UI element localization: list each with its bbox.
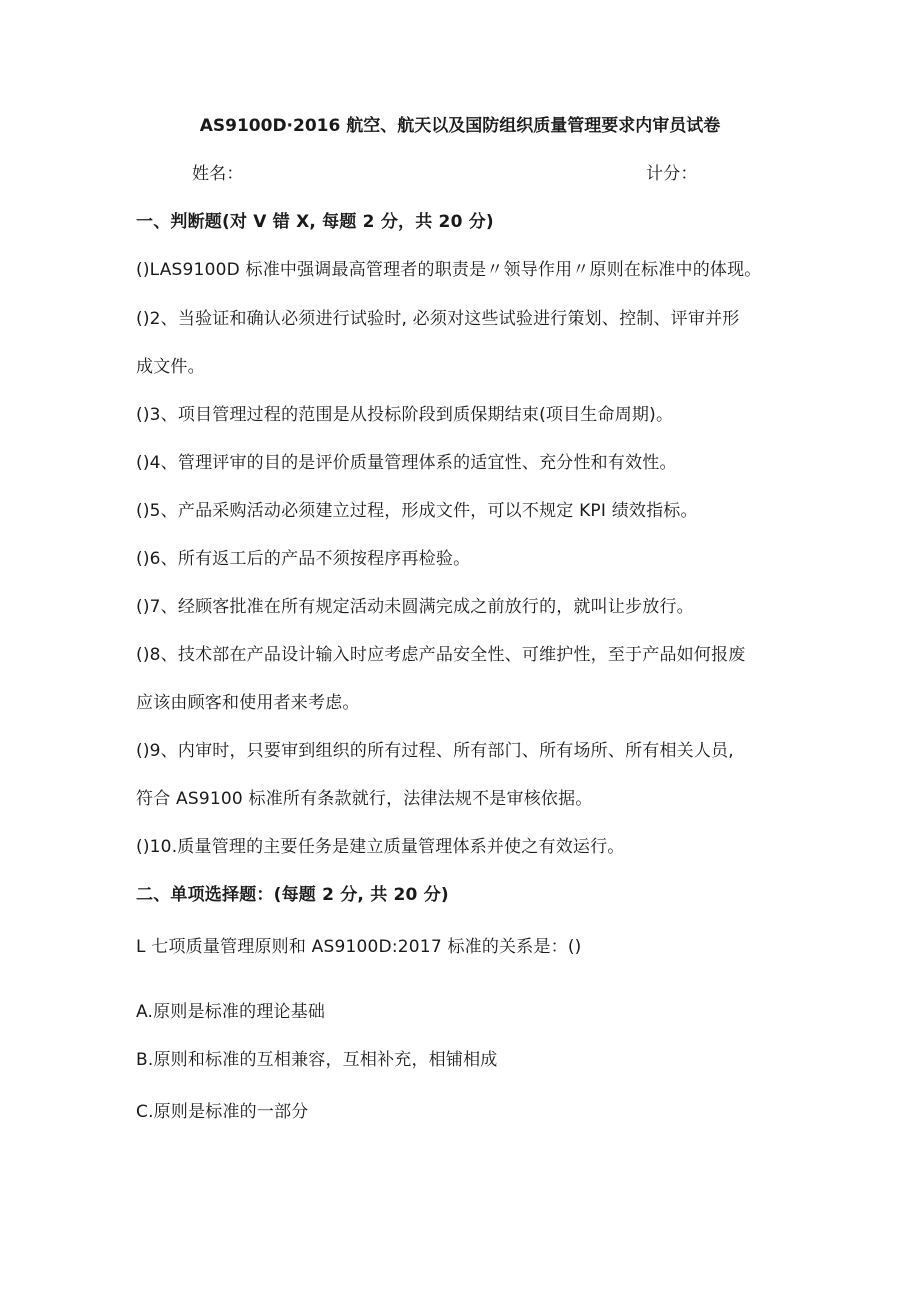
section1-heading: 一、判断题(对 V 错 X, 每题 2 分，共 20 分) <box>136 212 494 232</box>
page-title: AS9100D·2016 航空、航天以及国防组织质量管理要求内审员试卷 <box>199 116 721 136</box>
question-line: ()4、管理评审的目的是评价质量管理体系的适宜性、充分性和有效性。 <box>136 453 677 473</box>
question-line: ()9、内审时，只要审到组织的所有过程、所有部门、所有场所、所有相关人员, <box>136 741 734 761</box>
question-line: 应该由顾客和使用者来考虑。 <box>136 693 360 713</box>
name-label: 姓名： <box>192 164 244 184</box>
question-line: ()7、经顾客批准在所有规定活动未圆满完成之前放行的，就叫让步放行。 <box>136 597 694 617</box>
choice-question: L 七项质量管理原则和 AS9100D:2017 标准的关系是：() <box>136 937 582 957</box>
question-line: 符合 AS9100 标准所有条款就行，法律法规不是审核依据。 <box>136 789 593 809</box>
question-line: ()3、项目管理过程的范围是从投标阶段到质保期结束(项目生命周期)。 <box>136 405 674 425</box>
choice-option: A.原则是标准的理论基础 <box>136 1002 326 1022</box>
choice-option: B.原则和标准的互相兼容，互相补充，相铺相成 <box>136 1050 498 1070</box>
question-line: ()5、产品采购活动必须建立过程，形成文件，可以不规定 KPI 绩效指标。 <box>136 501 698 521</box>
question-line: 成文件。 <box>136 357 205 377</box>
question-line: ()2、当验证和确认必须进行试验时, 必须对这些试验进行策划、控制、评审并形 <box>136 309 740 329</box>
question-line: ()6、所有返工后的产品不须按程序再检验。 <box>136 549 471 569</box>
question-line: ()LAS9100D 标准中强调最高管理者的职责是〃领导作用〃原则在标准中的体现。 <box>136 260 762 280</box>
section2-heading: 二、单项选择题：(每题 2 分, 共 20 分) <box>136 885 449 905</box>
choice-option: C.原则是标准的一部分 <box>136 1102 309 1122</box>
score-label: 计分： <box>646 164 698 184</box>
question-line: ()8、技术部在产品设计输入时应考虑产品安全性、可维护性，至于产品如何报废 <box>136 645 746 665</box>
question-line: ()10.质量管理的主要任务是建立质量管理体系并使之有效运行。 <box>136 837 625 857</box>
